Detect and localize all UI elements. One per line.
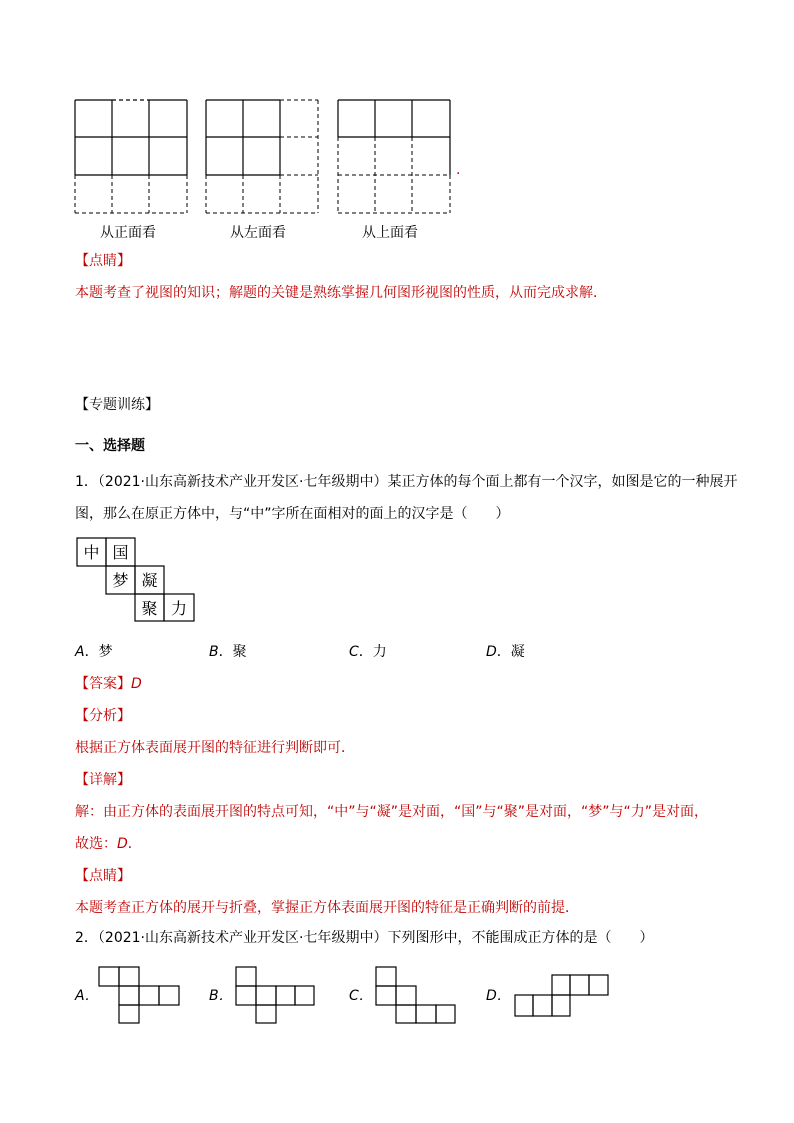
q2-option-c-net[interactable] xyxy=(376,967,458,1025)
q1-answer-tag: 【答案】 xyxy=(75,676,131,692)
left-view-diagram xyxy=(206,100,318,214)
top-view-diagram xyxy=(338,100,450,214)
q1-cube-net xyxy=(77,538,197,622)
q1-detail-text: 解：由正方体的表面展开图的特点可知，“中”与“凝”是对面，“国”与“聚”是对面，“梦”与“力”是对面， xyxy=(75,804,709,820)
q1-option-b-text: ．聚 xyxy=(218,644,247,660)
q2-source: （2021·山东高新技术产业开发区·七年级期中） xyxy=(97,930,388,946)
q1-option-a-text: ．梦 xyxy=(84,644,113,660)
q1-net-char-4: 凝 xyxy=(141,571,158,590)
q2-stem: 下列图形中，不能围成正方体的是（ ） xyxy=(387,930,654,946)
q1-option-d[interactable] xyxy=(486,642,525,662)
front-view-label: 从正面看 xyxy=(100,225,156,241)
q1-choice-suffix: ． xyxy=(127,836,142,852)
q1-option-c-text: ．力 xyxy=(358,644,387,660)
q2-option-c-label[interactable]: C． xyxy=(349,988,373,1004)
top-view-label: 从上面看 xyxy=(362,225,418,241)
q1-answer-value: D xyxy=(131,676,142,692)
q2-option-b-label[interactable]: B． xyxy=(209,988,233,1004)
q2-option-d-label[interactable]: D． xyxy=(486,988,511,1004)
q1-option-a[interactable] xyxy=(75,642,113,662)
q1-option-b-letter: B xyxy=(209,644,219,660)
q1-net-char-2: 国 xyxy=(112,543,129,562)
q1-number: 1． xyxy=(75,474,98,490)
q1-analysis-text: 根据正方体表面展开图的特征进行判断即可． xyxy=(75,740,355,756)
q1-option-d-letter: D xyxy=(486,644,497,660)
prev-dianjing-text: 本题考查了视图的知识；解题的关键是熟练掌握几何图形视图的性质，从而完成求解． xyxy=(75,285,607,301)
q1-dianjing-text: 本题考查正方体的展开与折叠，掌握正方体表面展开图的特征是正确判断的前提． xyxy=(75,900,579,916)
q1-net-char-5: 聚 xyxy=(141,599,158,618)
q1-analysis-tag: 【分析】 xyxy=(75,708,131,724)
q1-net-char-3: 梦 xyxy=(112,571,129,590)
prev-dianjing-tag: 【点睛】 xyxy=(75,253,131,269)
q1-option-d-text: ．凝 xyxy=(496,644,525,660)
q1-net-char-6: 力 xyxy=(170,599,188,618)
q1-choice xyxy=(75,834,142,854)
q2-option-a-label[interactable]: A． xyxy=(75,988,99,1004)
left-view-label: 从左面看 xyxy=(230,225,286,241)
q1-option-c-letter: C xyxy=(349,644,359,660)
section-tag: 【专题训练】 xyxy=(75,397,159,413)
q1-answer xyxy=(75,674,142,694)
q1-source: （2021·山东高新技术产业开发区·七年级期中） xyxy=(97,474,388,490)
q1-dianjing-tag: 【点睛】 xyxy=(75,868,131,884)
q1-line1 xyxy=(75,472,737,492)
q2-line xyxy=(75,928,653,948)
views-trailing-dot: . xyxy=(456,162,461,178)
q2-number: 2． xyxy=(75,930,98,946)
q2-option-b-net[interactable] xyxy=(236,967,316,1025)
q1-stem-line2: 图，那么在原正方体中，与“中”字所在面相对的面上的汉字是（ ） xyxy=(75,506,510,522)
q1-option-a-letter: A xyxy=(75,644,85,660)
q2-option-a-net[interactable] xyxy=(99,967,181,1025)
q1-choice-value: D xyxy=(117,836,128,852)
front-view-diagram xyxy=(75,100,187,214)
q1-option-c[interactable] xyxy=(349,642,387,662)
q1-option-b[interactable] xyxy=(209,642,247,662)
part-heading: 一、选择题 xyxy=(75,438,145,454)
q1-choice-prefix: 故选： xyxy=(75,836,117,852)
q1-detail-tag: 【详解】 xyxy=(75,772,131,788)
q1-stem-line1: 某正方体的每个面上都有一个汉字，如图是它的一种展开 xyxy=(387,474,738,490)
q1-net-char-1: 中 xyxy=(83,543,100,562)
q2-option-d-net[interactable] xyxy=(515,975,611,1019)
